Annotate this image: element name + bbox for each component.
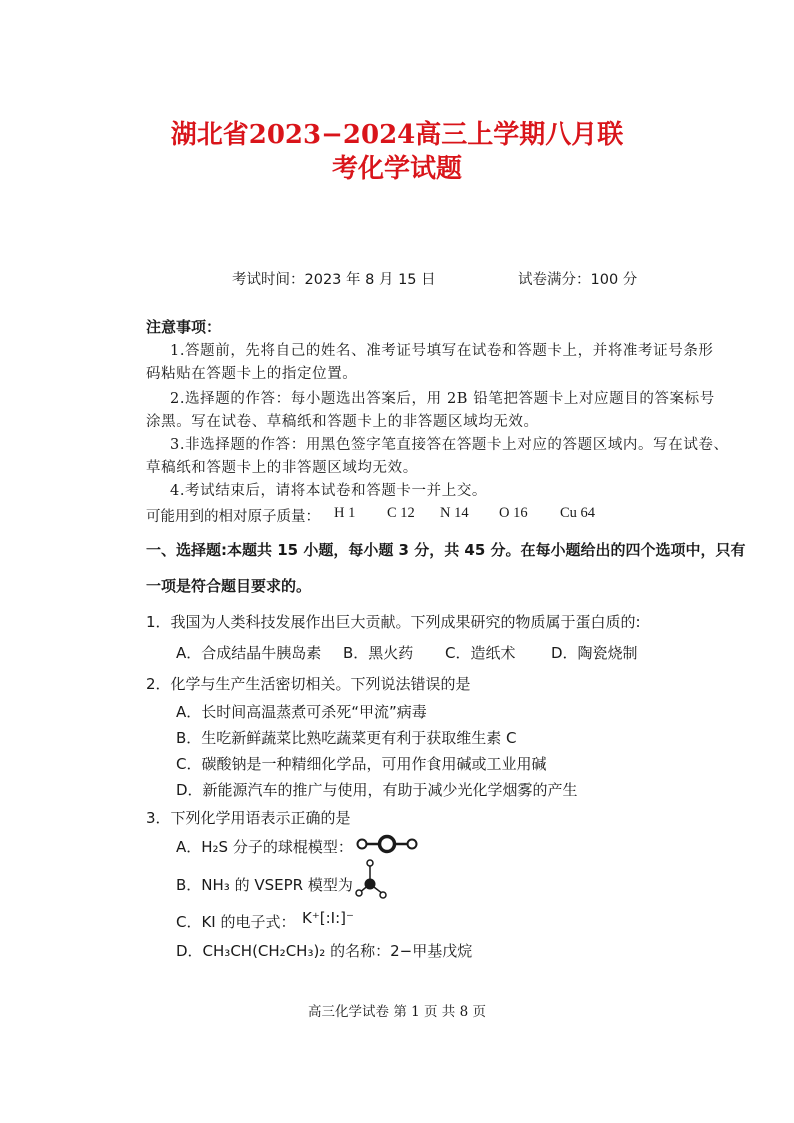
q3-option-b: B．NH₃ 的 VSEPR 模型为 [176, 876, 353, 894]
atomic-mass-label: 可能用到的相对原子质量： [146, 509, 320, 525]
atomic-mass-n: N 14 [440, 505, 469, 521]
exam-time: 考试时间：2023 年 8 月 15 日 [232, 272, 436, 288]
q3-option-d: D．CH₃CH(CH₂CH₃)₂ 的名称：2−甲基戊烷 [176, 942, 473, 960]
page-footer: 高三化学试卷 第 1 页 共 8 页 [308, 1004, 486, 1020]
note-line: 涂黑。写在试卷、草稿纸和答题卡上的非答题区域均无效。 [146, 414, 539, 430]
notes-heading: 注意事项： [146, 318, 222, 336]
q1-option-b: B．黑火药 [343, 644, 414, 662]
title-line-1: 湖北省2023−2024高三上学期八月联 [170, 120, 624, 150]
note-line: 2.选择题的作答：每小题选出答案后，用 2B 铅笔把答题卡上对应题目的答案标号 [170, 391, 715, 407]
title-line-2: 考化学试题 [331, 154, 462, 184]
atomic-mass-o: O 16 [499, 505, 528, 521]
q1-option-a: A．合成结晶牛胰岛素 [176, 644, 322, 662]
q2-option-a: A．长时间高温蒸煮可杀死“甲流”病毒 [176, 703, 427, 721]
q1-option-d: D．陶瓷烧制 [551, 644, 638, 662]
q3-option-a: A．H₂S 分子的球棍模型： [176, 838, 353, 856]
q1-option-c: C．造纸术 [445, 644, 516, 662]
note-line: 3.非选择题的作答：用黑色签字笔直接答在答题卡上对应的答题区域内。写在试卷、 [170, 437, 729, 453]
section-heading: 一、选择题:本题共 15 小题，每小题 3 分，共 45 分。在每小题给出的四个选项中，只有 [146, 541, 746, 559]
q2-option-d: D．新能源汽车的推广与使用，有助于减少光化学烟雾的产生 [176, 781, 578, 799]
nh3-vsepr-model [355, 857, 387, 901]
note-line: 草稿纸和答题卡上的非答题区域均无效。 [146, 460, 418, 476]
ki-electron-formula: K⁺[:I:]⁻ [302, 909, 354, 927]
section-heading-cont: 一项是符合题目要求的。 [146, 577, 312, 595]
h2s-ball-stick-model [354, 834, 420, 854]
atomic-mass-c: C 12 [387, 505, 415, 521]
note-line: 码粘贴在答题卡上的指定位置。 [146, 366, 358, 382]
q2-option-c: C．碳酸钠是一种精细化学品，可用作食用碱或工业用碱 [176, 755, 547, 773]
q3-option-c: C．KI 的电子式： [176, 913, 296, 931]
atomic-mass-h: H 1 [334, 505, 356, 521]
full-score: 试卷满分：100 分 [518, 272, 638, 288]
question-3-stem: 3．下列化学用语表示正确的是 [146, 809, 351, 827]
atomic-mass-cu: Cu 64 [560, 505, 596, 521]
q2-option-b: B．生吃新鲜蔬菜比熟吃蔬菜更有利于获取维生素 C [176, 729, 517, 747]
note-line: 1.答题前，先将自己的姓名、准考证号填写在试卷和答题卡上，并将准考证号条形 [170, 343, 714, 359]
question-2-stem: 2．化学与生产生活密切相关。下列说法错误的是 [146, 675, 471, 693]
note-line: 4.考试结束后，请将本试卷和答题卡一并上交。 [170, 483, 488, 499]
question-1-stem: 1．我国为人类科技发展作出巨大贡献。下列成果研究的物质属于蛋白质的: [146, 613, 641, 631]
